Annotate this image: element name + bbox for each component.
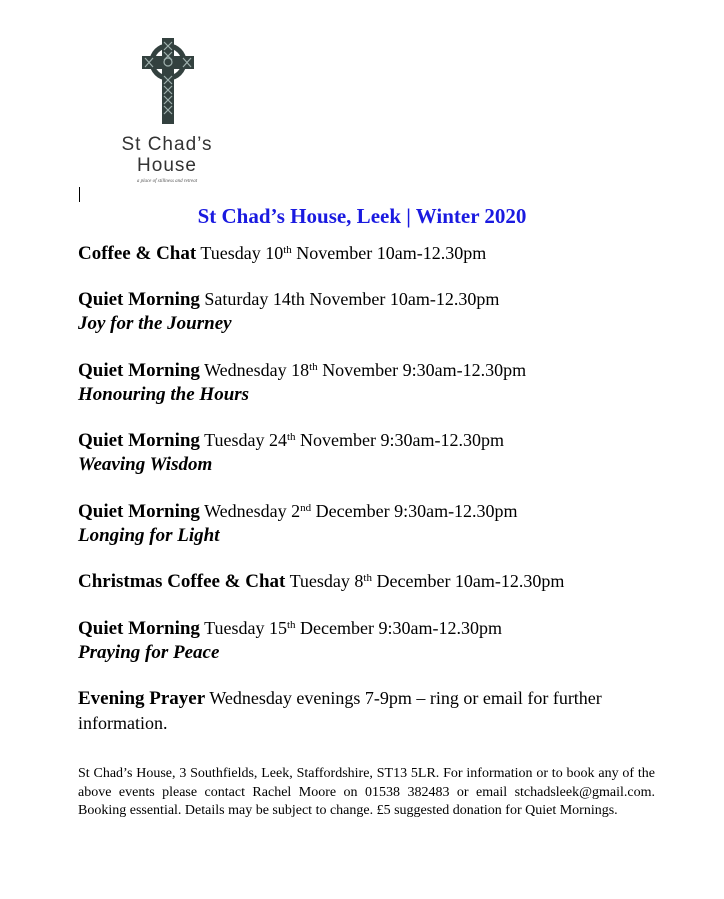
event-line — [78, 616, 668, 641]
event-line — [78, 686, 668, 711]
event-name: Christmas Coffee & Chat — [78, 571, 286, 592]
event-subtitle: Longing for Light — [78, 525, 220, 546]
event-line — [78, 241, 668, 266]
event-date: Wednesday 18 — [199, 360, 310, 380]
event-name: Quiet Morning — [78, 289, 200, 310]
event-subtitle: Praying for Peace — [78, 642, 220, 663]
evening-prayer-item — [78, 686, 668, 735]
event-line — [78, 499, 668, 524]
event-details-continued: information. — [78, 713, 168, 733]
date-suffix: nd — [300, 502, 312, 514]
event-subtitle: Weaving Wisdom — [78, 454, 213, 475]
event-date: Saturday 14th November 10am-12.30pm — [199, 289, 500, 309]
event-item — [78, 428, 668, 477]
event-time: November 9:30am-12.30pm — [317, 360, 527, 380]
event-line — [78, 358, 668, 383]
contact-footer: St Chad’s House, 3 Southfields, Leek, Staffordshire, ST13 5LR. For information or to book any of the above events please contact Rachel Moore on 01538 382483 or email stchadsleek@gmail.com. Booking essential. Details may be subject to change. £5 suggested donation for Quiet Mornings. — [78, 766, 655, 818]
event-item — [78, 499, 668, 548]
event-item — [78, 569, 668, 594]
event-date: Tuesday 10 — [196, 243, 284, 263]
page-title: St Chad’s House, Leek | Winter 2020 — [197, 204, 527, 228]
st-chads-house-logo — [108, 36, 228, 188]
date-suffix: th — [363, 572, 372, 584]
event-time: December 9:30am-12.30pm — [311, 501, 518, 521]
date-suffix: th — [286, 431, 296, 443]
date-suffix: th — [309, 361, 318, 373]
event-name: Quiet Morning — [78, 618, 200, 639]
event-time: December 9:30am-12.30pm — [295, 618, 502, 638]
event-name: Quiet Morning — [78, 430, 200, 451]
event-date: Tuesday 8 — [285, 571, 364, 591]
event-line — [78, 428, 668, 453]
event-date: Wednesday 2 — [199, 501, 301, 521]
event-details: Wednesday evenings 7-9pm – ring or email for further — [205, 688, 602, 708]
event-item — [78, 241, 668, 266]
logo-tagline: a place of stillness and retreat — [136, 179, 198, 184]
event-name: Coffee & Chat — [78, 243, 197, 264]
event-subtitle: Honouring the Hours — [78, 384, 250, 405]
event-name: Quiet Morning — [78, 360, 200, 381]
date-suffix: th — [283, 244, 292, 256]
event-item — [78, 358, 668, 407]
event-time: December 10am-12.30pm — [371, 571, 565, 591]
event-subtitle: Joy for the Journey — [78, 313, 232, 334]
logo-text-line2: House — [137, 155, 197, 176]
event-date: Tuesday 24 — [199, 430, 287, 450]
event-name: Evening Prayer — [78, 688, 206, 709]
event-time: November 10am-12.30pm — [291, 243, 487, 263]
celtic-cross-icon — [141, 36, 195, 126]
event-date: Tuesday 15 — [199, 618, 287, 638]
event-item — [78, 616, 668, 665]
event-line — [78, 287, 668, 312]
event-item — [78, 287, 668, 336]
logo-text-line1: St Chad’s — [121, 134, 213, 155]
event-line — [78, 569, 668, 594]
event-time: November 9:30am-12.30pm — [295, 430, 504, 450]
text-cursor — [79, 187, 80, 202]
date-suffix: th — [286, 619, 296, 631]
event-name: Quiet Morning — [78, 501, 200, 522]
